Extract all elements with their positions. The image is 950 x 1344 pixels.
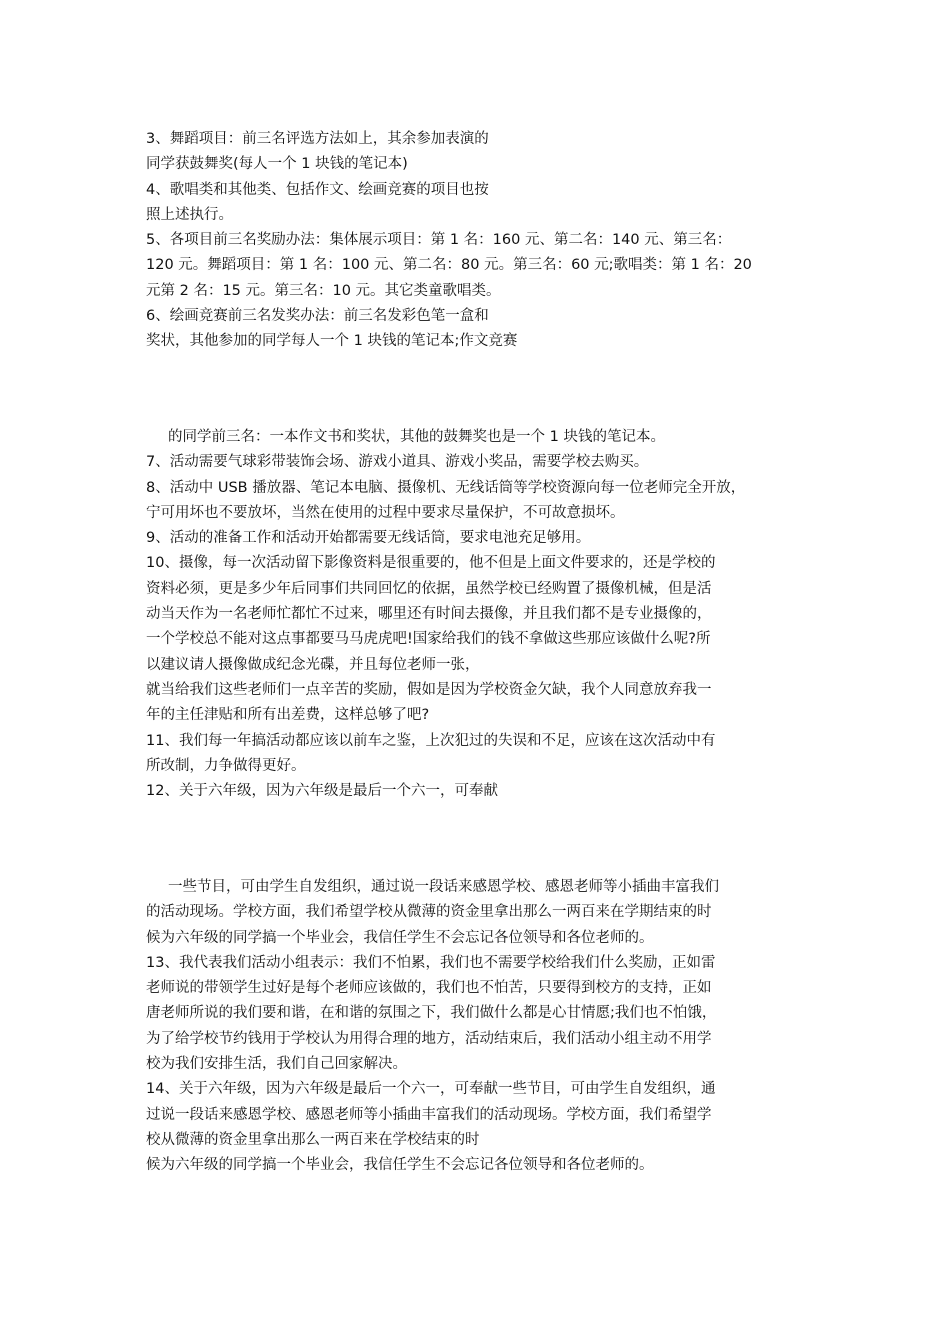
text-line: 校从微薄的资金里拿出那么一两百来在学校结束的时 (146, 1131, 480, 1148)
text-line: 13、我代表我们活动小组表示：我们不怕累，我们也不需要学校给我们什么奖励，正如雷 (146, 954, 716, 971)
text-line: 所改制，力争做得更好。 (146, 757, 306, 774)
text-line: 6、绘画竞赛前三名发奖办法：前三名发彩色笔一盒和 (146, 308, 489, 325)
text-line: 一些节目，可由学生自发组织，通过说一段话来感恩学校、感恩老师等小插曲丰富我们 (168, 879, 719, 895)
text-line: 10、摄像，每一次活动留下影像资料是很重要的，他不但是上面文件要求的，还是学校的 (146, 555, 716, 572)
text-line: 以建议请人摄像做成纪念光碟，并且每位老师一张， (146, 656, 480, 673)
text-line: 老师说的带领学生过好是每个老师应该做的，我们也不怕苦，只要得到校方的支持，正如 (146, 980, 712, 997)
text-line: 过说一段话来感恩学校、感恩老师等小插曲丰富我们的活动现场。学校方面，我们希望学 (146, 1106, 712, 1123)
text-line: 的同学前三名：一本作文书和奖状，其他的鼓舞奖也是一个 1 块钱的笔记本。 (168, 429, 665, 445)
text-line: 一个学校总不能对这点事都要马马虎虎吧!国家给我们的钱不拿做这些那应该做什么呢?所 (146, 631, 711, 648)
text-line: 同学获鼓舞奖(每人一个 1 块钱的笔记本) (146, 156, 408, 173)
text-line: 唐老师所说的我们要和谐，在和谐的氛围之下，我们做什么都是心甘情愿;我们也不怕饿， (146, 1005, 717, 1022)
text-line: 就当给我们这些老师们一点辛苦的奖励，假如是因为学校资金欠缺，我个人同意放弃我一 (146, 681, 712, 698)
text-line: 9、活动的准备工作和活动开始都需要无线话筒，要求电池充足够用。 (146, 530, 591, 547)
text-line: 120 元。舞蹈项目：第 1 名：100 元、第二名：80 元。第三名：60 元;歌唱类：第 1 名：20 (146, 257, 752, 274)
text-line: 5、各项目前三名奖励办法：集体展示项目：第 1 名：160 元、第二名：140 元、第三名： (146, 232, 732, 249)
text-line: 年的主任津贴和所有出差费，这样总够了吧? (146, 707, 430, 724)
paragraph-block-1 (146, 127, 826, 355)
text-line: 元第 2 名：15 元。第三名：10 元。其它类童歌唱类。 (146, 282, 501, 299)
text-line: 3、舞蹈项目：前三名评选方法如上，其余参加表演的 (146, 131, 489, 147)
text-line: 14、关于六年级，因为六年级是最后一个六一，可奉献一些节目，可由学生自发组织，通 (146, 1081, 716, 1098)
text-line: 照上述执行。 (146, 206, 233, 223)
text-line: 候为六年级的同学搞一个毕业会，我信任学生不会忘记各位领导和各位老师的。 (146, 929, 654, 946)
text-line: 资料必须，更是多少年后同事们共同回忆的依据，虽然学校已经购置了摄像机械，但是活 (146, 580, 712, 597)
text-line: 4、歌唱类和其他类、包括作文、绘画竞赛的项目也按 (146, 181, 489, 198)
text-line: 动当天作为一名老师忙都忙不过来，哪里还有时间去摄像，并且我们都不是专业摄像的， (146, 606, 712, 623)
text-line: 奖状，其他参加的同学每人一个 1 块钱的笔记本;作文竞赛 (146, 333, 518, 350)
text-line: 11、我们每一年搞活动都应该以前车之鉴，上次犯过的失误和不足，应该在这次活动中有 (146, 732, 716, 749)
text-line: 为了给学校节约钱用于学校认为用得合理的地方，活动结束后，我们活动小组主动不用学 (146, 1030, 712, 1047)
text-line: 校为我们安排生活，我们自己回家解决。 (146, 1056, 407, 1073)
text-line: 候为六年级的同学搞一个毕业会，我信任学生不会忘记各位领导和各位老师的。 (146, 1157, 654, 1174)
paragraph-block-3 (146, 875, 826, 1179)
text-line: 的活动现场。学校方面，我们希望学校从微薄的资金里拿出那么一两百来在学期结束的时 (146, 904, 712, 921)
text-line: 8、活动中 USB 播放器、笔记本电脑、摄像机、无线话筒等学校资源向每一位老师完全开放， (146, 479, 746, 496)
paragraph-block-2 (146, 425, 826, 804)
text-line: 12、关于六年级，因为六年级是最后一个六一，可奉献 (146, 783, 498, 800)
text-line: 7、活动需要气球彩带装饰会场、游戏小道具、游戏小奖品，需要学校去购买。 (146, 454, 649, 471)
text-line: 宁可用坏也不要放坏，当然在使用的过程中要求尽量保护，不可故意损坏。 (146, 504, 625, 521)
